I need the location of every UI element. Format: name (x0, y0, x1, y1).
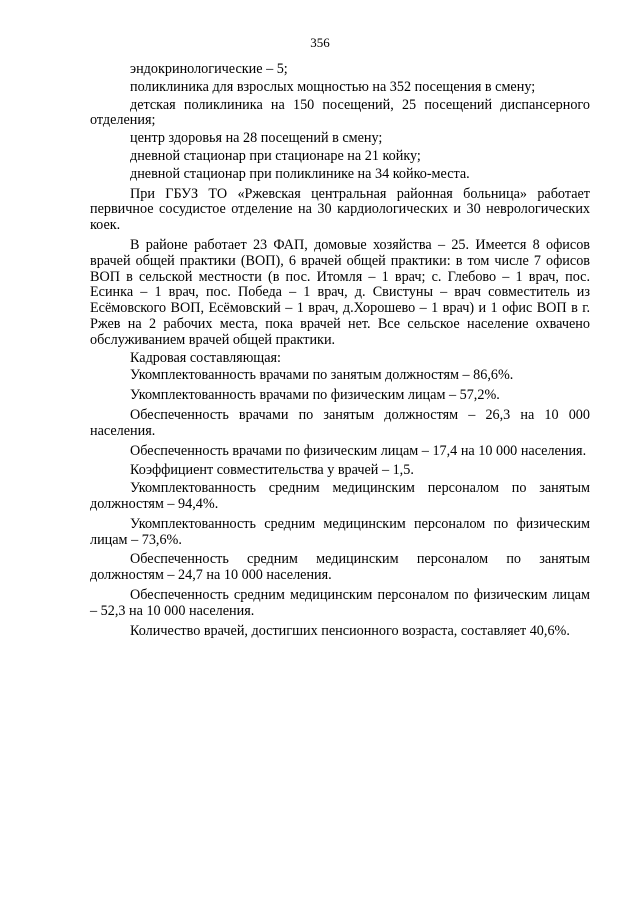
paragraph: дневной стационар при стационаре на 21 койку; (130, 147, 421, 164)
paragraph: В районе работает 23 ФАП, домовые хозяйства – 25. Имеется 8 офисов врачей общей практики (ВОП), 6 врачей общей практики: в том числе 7 офисов ВОП в сельской местности (в пос. Итомля – 1 врач; с. Глебово – 1 врач, пос. Есинка – 1 врач, пос. Победа – 1 врач, д. Свистуны – врач совместитель из Есёмовского ВОП, Есёмовский – 1 врач, д.Хорошево – 1 врач) и 1 офис ВОП в г. Ржев на 2 рабочих места, пока врачей нет. Все сельское население охвачено обслуживанием врачей общей практики. (90, 236, 590, 348)
paragraph: Кадровая составляющая: (130, 349, 281, 366)
paragraph: Укомплектованность средним медицинским персоналом по занятым должностям – 94,4%. (90, 480, 590, 512)
paragraph: поликлиника для взрослых мощностью на 352 посещения в смену; (130, 78, 536, 95)
paragraph: Коэффициент совместительства у врачей – 1,5. (130, 462, 414, 479)
page-number: 356 (310, 35, 330, 50)
paragraph: Обеспеченность средним медицинским персоналом по занятым должностям – 24,7 на 10 000 населения. (90, 551, 590, 584)
paragraph: Обеспеченность средним медицинским персоналом по физическим лицам – 52,3 на 10 000 населения. (90, 586, 590, 619)
paragraph: детская поликлиника на 150 посещений, 25 посещений диспансерного отделения; (90, 96, 590, 129)
body-text (90, 62, 590, 641)
paragraph: Укомплектованность врачами по физическим лицам – 57,2%. (130, 387, 500, 404)
paragraph: При ГБУЗ ТО «Ржевская центральная районная больница» работает первичное сосудистое отделение на 30 кардиологических и 30 неврологических коек. (90, 185, 590, 234)
paragraph: дневной стационар при поликлинике на 34 койко-места. (130, 165, 470, 182)
paragraph: Обеспеченность врачами по физическим лицам – 17,4 на 10 000 населения. (130, 442, 587, 459)
paragraph: Укомплектованность врачами по занятым должностям – 86,6%. (130, 367, 514, 384)
paragraph: Количество врачей, достигших пенсионного возраста, составляет 40,6%. (130, 622, 570, 639)
paragraph: центр здоровья на 28 посещений в смену; (130, 130, 383, 147)
paragraph: Обеспеченность врачами по занятым должностям – 26,3 на 10 000 населения. (90, 406, 590, 439)
paragraph: Укомплектованность средним медицинским персоналом по физическим лицам – 73,6%. (90, 515, 590, 548)
paragraph: эндокринологические – 5; (130, 61, 288, 77)
